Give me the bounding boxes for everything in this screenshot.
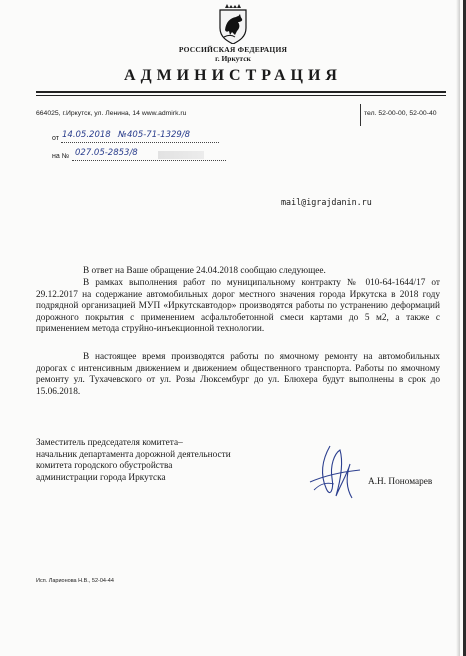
city-title: г. Иркутск (215, 54, 251, 63)
redacted-area (158, 151, 204, 159)
page-edge-shadow (456, 0, 460, 656)
position-line-2: начальник департамента дорожной деятельности (36, 449, 231, 460)
reference-label: на № (52, 153, 70, 160)
from-label: от (52, 135, 59, 142)
phone-line: тел. 52-00-00, 52-00-40 (364, 110, 437, 117)
handwritten-signature (300, 442, 366, 506)
number-sign: № (118, 130, 127, 140)
coat-of-arms-icon (216, 4, 250, 44)
handwritten-incoming-number: 027.05-2853/8 (75, 148, 138, 158)
repair-paragraph: В настоящее время производятся работы по ямочному ремонту на автомобильных дорогах с интенсивным движением и движением общественного транспорта. Работы по ямочному ремонту ул. Тухачевского от ул. Розы Люксембург до ул. Блюхера будут выполнены в срок до 15.06.2018. (36, 352, 440, 397)
position-line-3: комитета городского обустройства (36, 461, 173, 471)
signatory-position (36, 438, 231, 484)
executor-note: Исп. Ларионова Н.В., 52-04-44 (36, 578, 114, 584)
handwritten-date: 14.05.2018 (62, 130, 111, 140)
administration-title: АДМИНИСТРАЦИЯ (124, 67, 342, 84)
position-line-1: Заместитель председателя комитета– (36, 438, 183, 448)
intro-paragraph: В ответ на Ваше обращение 24.04.2018 сообщаю следующее. (83, 266, 326, 276)
handwritten-outgoing-number: 405-71-1329/8 (127, 130, 191, 140)
contract-paragraph: В рамках выполнения работ по муниципальному контракту № 010-64-1644/17 от 29.12.2017 на содержание автомобильных дорог местного значения города Иркутска в 2018 году подрядной организацией МУП «Иркутскавтодор» производятся работы по устранению деформаций дорожного покрытия с применением асфальтобетонной смеси картами до 5 м2, а также с применением метода струйно-инъекционной технологии. (36, 278, 440, 334)
position-line-4: администрации города Иркутска (36, 472, 166, 483)
contact-separator (360, 104, 361, 126)
recipient-email: mail@igrajdanin.ru (281, 197, 372, 207)
header-rule-top (36, 91, 446, 93)
federation-title: РОССИЙСКАЯ ФЕДЕРАЦИЯ (178, 45, 288, 54)
signatory-name: А.Н. Пономарев (368, 477, 433, 487)
header-rule-bottom (36, 95, 446, 96)
address-line: 664025, г.Иркутск, ул. Ленина, 14 www.admirk.ru (36, 110, 187, 117)
